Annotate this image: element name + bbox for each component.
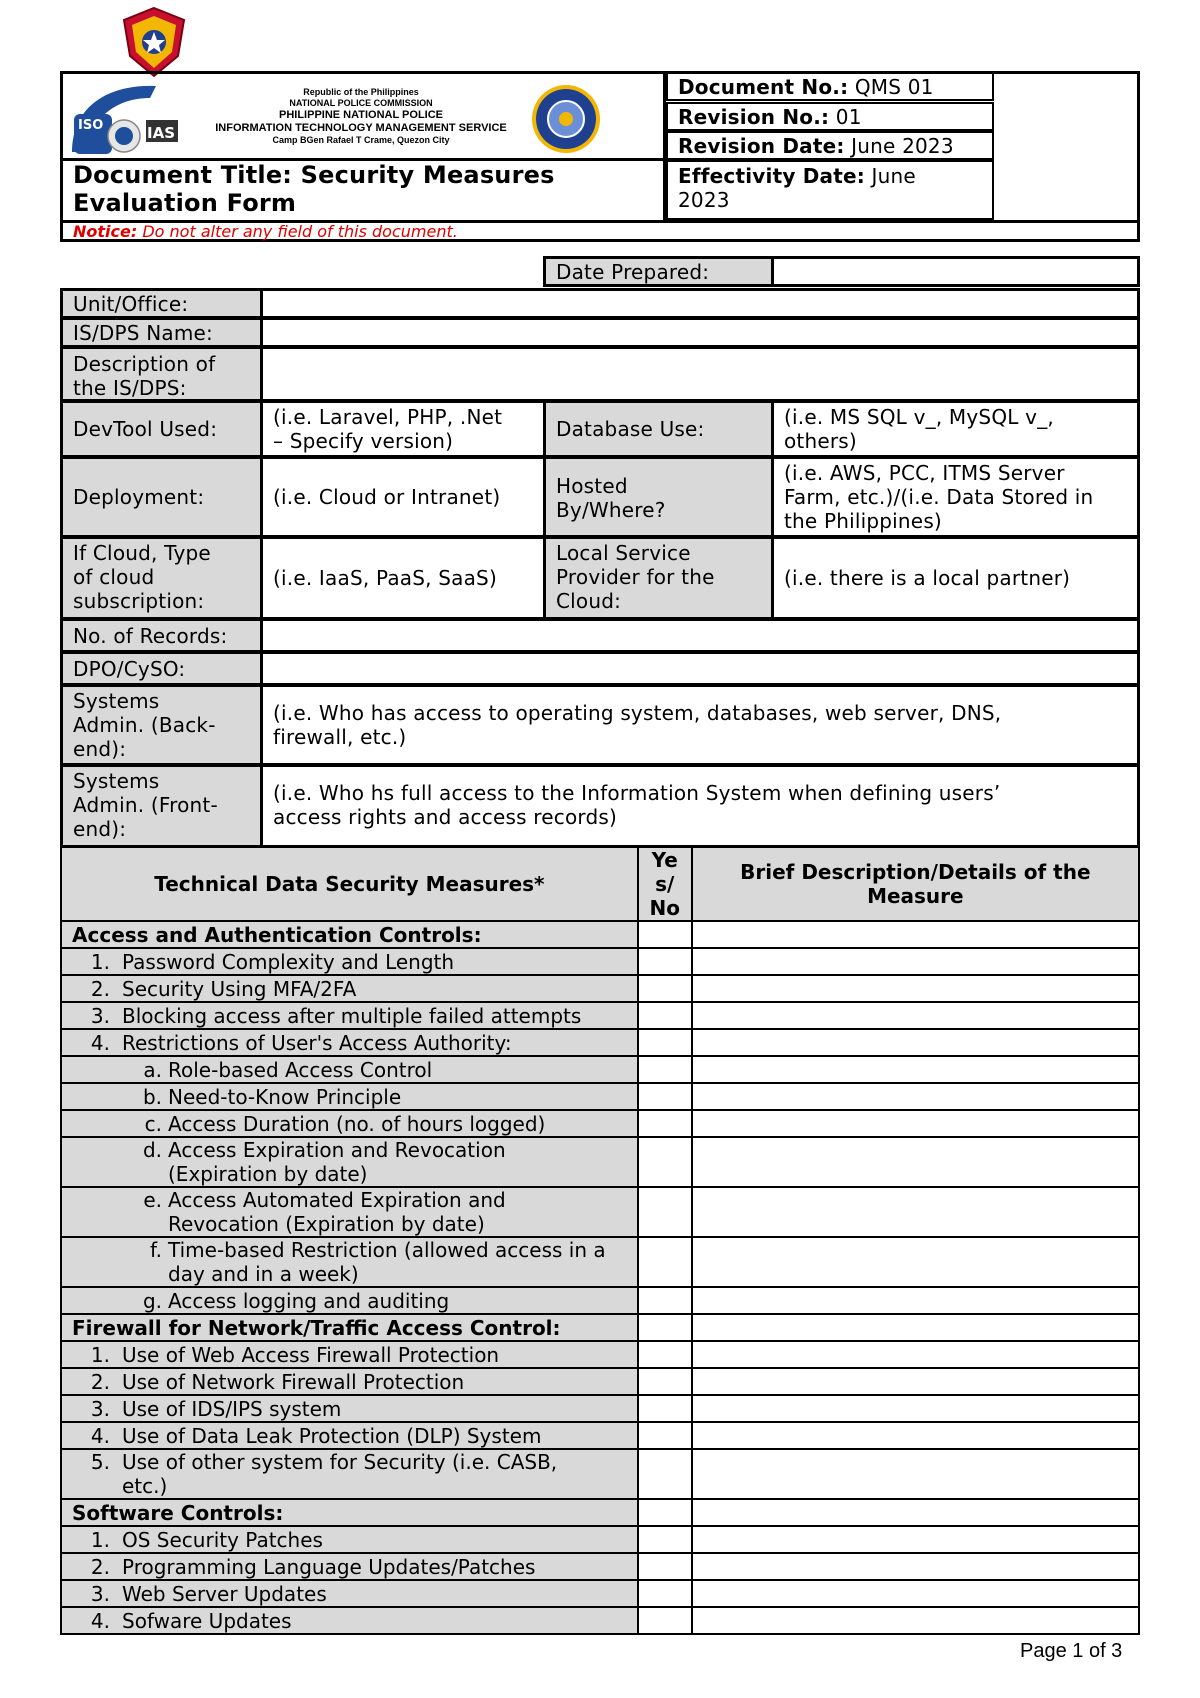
sysadmin-backend-label: Systems Admin. (Back- end):	[60, 684, 263, 766]
yesno-cell[interactable]	[638, 1395, 692, 1422]
cloud-type-label: If Cloud, Type of cloud subscription:	[60, 536, 263, 620]
details-cell[interactable]	[692, 1314, 1139, 1341]
yesno-cell[interactable]	[638, 1526, 692, 1553]
table-row: 1. Use of Web Access Firewall Protection	[61, 1341, 1139, 1368]
table-row: Firewall for Network/Traffic Access Control:	[61, 1314, 1139, 1341]
table-row: 3. Web Server Updates	[61, 1580, 1139, 1607]
table-row: b. Need-to-Know Principle	[61, 1083, 1139, 1110]
details-cell[interactable]	[692, 1553, 1139, 1580]
table-row: 1. Password Complexity and Length	[61, 948, 1139, 975]
yesno-cell[interactable]	[638, 948, 692, 975]
yesno-cell[interactable]	[638, 1341, 692, 1368]
document-no-field: Document No.: QMS 01	[666, 72, 994, 101]
details-cell[interactable]	[692, 1580, 1139, 1607]
yesno-cell[interactable]	[638, 1056, 692, 1083]
ias-badge: IAS	[147, 124, 175, 142]
yesno-cell[interactable]	[638, 975, 692, 1002]
table-row: f. Time-based Restriction (allowed access in a day and in a week)	[61, 1237, 1139, 1287]
napolcom-text: NATIONAL POLICE COMMISSION	[289, 98, 433, 108]
details-cell[interactable]	[692, 1422, 1139, 1449]
unit-office-field[interactable]	[260, 288, 1140, 319]
notice-label: Notice:	[73, 222, 138, 241]
date-prepared-field[interactable]	[771, 256, 1140, 287]
revision-no-field: Revision No.: 01	[666, 102, 994, 131]
table-row: 2. Security Using MFA/2FA	[61, 975, 1139, 1002]
records-field[interactable]	[260, 618, 1140, 653]
database-label: Database Use:	[543, 400, 774, 458]
yesno-cell[interactable]	[638, 1449, 692, 1499]
table-row: c. Access Duration (no. of hours logged)	[61, 1110, 1139, 1137]
devtool-label: DevTool Used:	[60, 400, 263, 458]
details-cell[interactable]	[692, 1526, 1139, 1553]
sysadmin-frontend-label: Systems Admin. (Front- end):	[60, 764, 263, 848]
col-description-header: Brief Description/Details of the Measure	[692, 847, 1139, 921]
deployment-field[interactable]: (i.e. Cloud or Intranet)	[260, 456, 546, 538]
sysadmin-backend-field[interactable]: (i.e. Who has access to operating system, databases, web server, DNS, firewall, etc.)	[260, 684, 1140, 766]
revision-date-field: Revision Date: June 2023	[666, 131, 994, 160]
table-row: 4. Use of Data Leak Protection (DLP) System	[61, 1422, 1139, 1449]
yesno-cell[interactable]	[638, 1237, 692, 1287]
isdps-name-label: IS/DPS Name:	[60, 317, 263, 348]
iso-badge: ISO	[78, 118, 104, 133]
page-number: Page 1 of 3	[1020, 1640, 1123, 1662]
table-row: Access and Authentication Controls:	[61, 921, 1139, 948]
table-row: 5. Use of other system for Security (i.e. CASB, etc.)	[61, 1449, 1139, 1499]
description-field[interactable]	[260, 346, 1140, 402]
itms-seal-logo	[530, 83, 602, 155]
yesno-cell[interactable]	[638, 1314, 692, 1341]
details-cell[interactable]	[692, 948, 1139, 975]
hosted-label: Hosted By/Where?	[543, 456, 774, 538]
table-row: g. Access logging and auditing	[61, 1287, 1139, 1314]
notice	[73, 223, 458, 241]
description-label: Description of the IS/DPS:	[60, 346, 263, 402]
details-cell[interactable]	[692, 1187, 1139, 1237]
agency-header	[186, 87, 536, 146]
sysadmin-frontend-field[interactable]: (i.e. Who hs full access to the Information System when defining users’ access rights and access records)	[260, 764, 1140, 848]
yesno-cell[interactable]	[638, 1137, 692, 1187]
yesno-cell[interactable]	[638, 1002, 692, 1029]
yesno-cell[interactable]	[638, 1368, 692, 1395]
yesno-cell[interactable]	[638, 1110, 692, 1137]
details-cell[interactable]	[692, 975, 1139, 1002]
yesno-cell[interactable]	[638, 1499, 692, 1526]
yesno-cell[interactable]	[638, 1083, 692, 1110]
details-cell[interactable]	[692, 1395, 1139, 1422]
table-row: 4. Restrictions of User's Access Authority:	[61, 1029, 1139, 1056]
yesno-cell[interactable]	[638, 1029, 692, 1056]
devtool-field[interactable]: (i.e. Laravel, PHP, .Net – Specify version)	[260, 400, 546, 458]
table-row: 2. Use of Network Firewall Protection	[61, 1368, 1139, 1395]
unit-office-label: Unit/Office:	[60, 288, 263, 319]
local-service-provider-field[interactable]: (i.e. there is a local partner)	[771, 536, 1140, 620]
address-text: Camp BGen Rafael T Crame, Quezon City	[272, 135, 450, 145]
yesno-cell[interactable]	[638, 1553, 692, 1580]
document-title: Document Title: Security Measures Evaluation Form	[73, 161, 555, 217]
records-label: No. of Records:	[60, 618, 263, 653]
details-cell[interactable]	[692, 1056, 1139, 1083]
yesno-cell[interactable]	[638, 1287, 692, 1314]
details-cell[interactable]	[692, 1449, 1139, 1499]
yesno-cell[interactable]	[638, 921, 692, 948]
effectivity-date-field: Effectivity Date: June 2023	[666, 160, 994, 220]
table-row: 3. Use of IDS/IPS system	[61, 1395, 1139, 1422]
republic-text: Republic of the Philippines	[303, 87, 419, 97]
local-service-provider-label: Local Service Provider for the Cloud:	[543, 536, 774, 620]
table-row: 1. OS Security Patches	[61, 1526, 1139, 1553]
database-field[interactable]: (i.e. MS SQL v_, MySQL v_, others)	[771, 400, 1140, 458]
details-cell[interactable]	[692, 1083, 1139, 1110]
details-cell[interactable]	[692, 1341, 1139, 1368]
notice-text: Do not alter any field of this document.	[142, 222, 458, 241]
details-cell[interactable]	[692, 1237, 1139, 1287]
yesno-cell[interactable]	[638, 1187, 692, 1237]
itms-text: INFORMATION TECHNOLOGY MANAGEMENT SERVICE	[215, 122, 507, 134]
table-row: Software Controls:	[61, 1499, 1139, 1526]
pnp-seal-logo	[118, 6, 190, 78]
col-measures-header: Technical Data Security Measures*	[61, 847, 638, 921]
table-row: e. Access Automated Expiration and Revocation (Expiration by date)	[61, 1187, 1139, 1237]
table-row: 2. Programming Language Updates/Patches	[61, 1553, 1139, 1580]
pnp-text: PHILIPPINE NATIONAL POLICE	[279, 109, 443, 121]
details-cell[interactable]	[692, 1499, 1139, 1526]
table-row: a. Role-based Access Control	[61, 1056, 1139, 1083]
table-row: d. Access Expiration and Revocation (Expiration by date)	[61, 1137, 1139, 1187]
dpo-field[interactable]	[260, 651, 1140, 686]
details-cell[interactable]	[692, 1607, 1139, 1634]
col-yesno-header: Ye s/ No	[638, 847, 692, 921]
cloud-type-field[interactable]: (i.e. IaaS, PaaS, SaaS)	[260, 536, 546, 620]
deployment-label: Deployment:	[60, 456, 263, 538]
yesno-cell[interactable]	[638, 1422, 692, 1449]
date-prepared-label: Date Prepared:	[543, 256, 774, 287]
dpo-label: DPO/CySO:	[60, 651, 263, 686]
security-measures-table	[60, 846, 1140, 1635]
details-cell[interactable]	[692, 1110, 1139, 1137]
details-cell[interactable]	[692, 1029, 1139, 1056]
isdps-name-field[interactable]	[260, 317, 1140, 348]
details-cell[interactable]	[692, 1287, 1139, 1314]
table-header-row	[61, 847, 1139, 921]
table-row: 3. Blocking access after multiple failed attempts	[61, 1002, 1139, 1029]
table-row: 4. Sofware Updates	[61, 1607, 1139, 1634]
yesno-cell[interactable]	[638, 1580, 692, 1607]
details-cell[interactable]	[692, 921, 1139, 948]
yesno-cell[interactable]	[638, 1607, 692, 1634]
details-cell[interactable]	[692, 1368, 1139, 1395]
details-cell[interactable]	[692, 1137, 1139, 1187]
details-cell[interactable]	[692, 1002, 1139, 1029]
hosted-field[interactable]: (i.e. AWS, PCC, ITMS Server Farm, etc.)/(i.e. Data Stored in the Philippines)	[771, 456, 1140, 538]
